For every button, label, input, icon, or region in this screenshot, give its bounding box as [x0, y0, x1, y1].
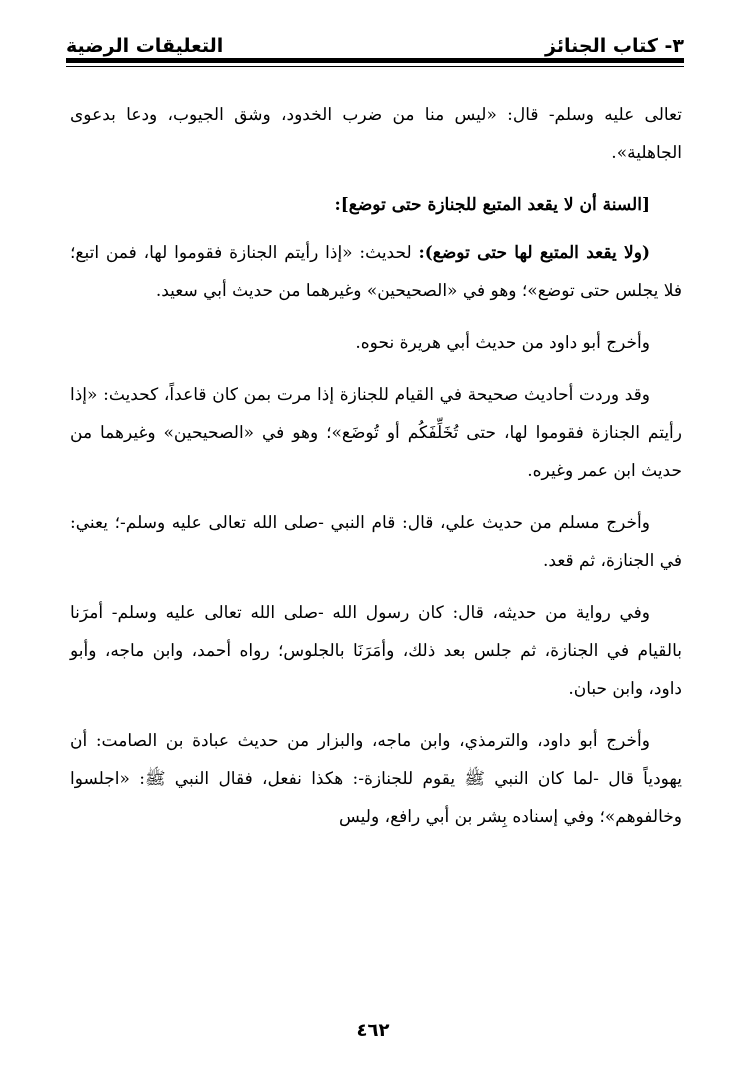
paragraph-7: وأخرج أبو داود، والترمذي، وابن ماجه، والبزار من حديث عبادة بن الصامت: أن يهودياً قال -لما كان النبي ﷺ يقوم للجنازة-: هكذا نفعل، فقال النبي ﷺ: «اجلسوا وخالفوهم»؛ وفي إسناده بِشر بن أبي رافع، وليس	[70, 731, 682, 827]
paragraph-4: وقد وردت أحاديث صحيحة في القيام للجنازة إذا مرت بمن كان قاعداً، كحديث: «إذا رأيتم الجنازة فقوموا لها، حتى تُخَلِّفَكُم أو تُوضَع»؛ وهو في «الصحيحين» وغيرهما من حديث ابن عمر وغيره.	[70, 385, 682, 481]
paragraph-5: وأخرج مسلم من حديث علي، قال: قام النبي -صلى الله تعالى عليه وسلم-؛ يعني: في الجنازة، ثم قعد.	[70, 513, 682, 571]
commentary-text: لحديث: «إذا رأيتم الجنازة فقوموا لها، فمن اتبع؛ فلا يجلس حتى توضع»؛ وهو في «الصحيحين» وغيرهما من حديث أبي سعيد.	[70, 243, 682, 301]
header-rule	[66, 58, 684, 63]
paragraph-3: وأخرج أبو داود من حديث أبي هريرة نحوه.	[355, 333, 650, 353]
section-heading: [السنة أن لا يقعد المتبع للجنازة حتى توضع]:	[334, 195, 650, 215]
paragraph-1: تعالى عليه وسلم- قال: «ليس منا من ضرب الخدود، وشق الجيوب، ودعا بدعوى الجاهلية».	[70, 105, 682, 163]
chapter-title: ٣- كتاب الجنائز	[545, 35, 684, 57]
header-rule-thin	[66, 66, 684, 67]
running-header	[66, 28, 684, 58]
book-title: التعليقات الرضية	[66, 35, 224, 57]
paragraph-6: وفي رواية من حديثه، قال: كان رسول الله -صلى الله تعالى عليه وسلم- أمرَنا بالقيام في الجنازة، ثم جلس بعد ذلك، وأمَرَنَا بالجلوس؛ رواه أحمد، وابن ماجه، وأبو داود، وابن حبان.	[70, 603, 682, 699]
paragraph-2	[70, 234, 682, 310]
matn-text: (ولا يقعد المتبع لها حتى توضع):	[418, 243, 650, 263]
body-text	[70, 96, 682, 850]
page-number: ٤٦٢	[356, 1020, 390, 1041]
